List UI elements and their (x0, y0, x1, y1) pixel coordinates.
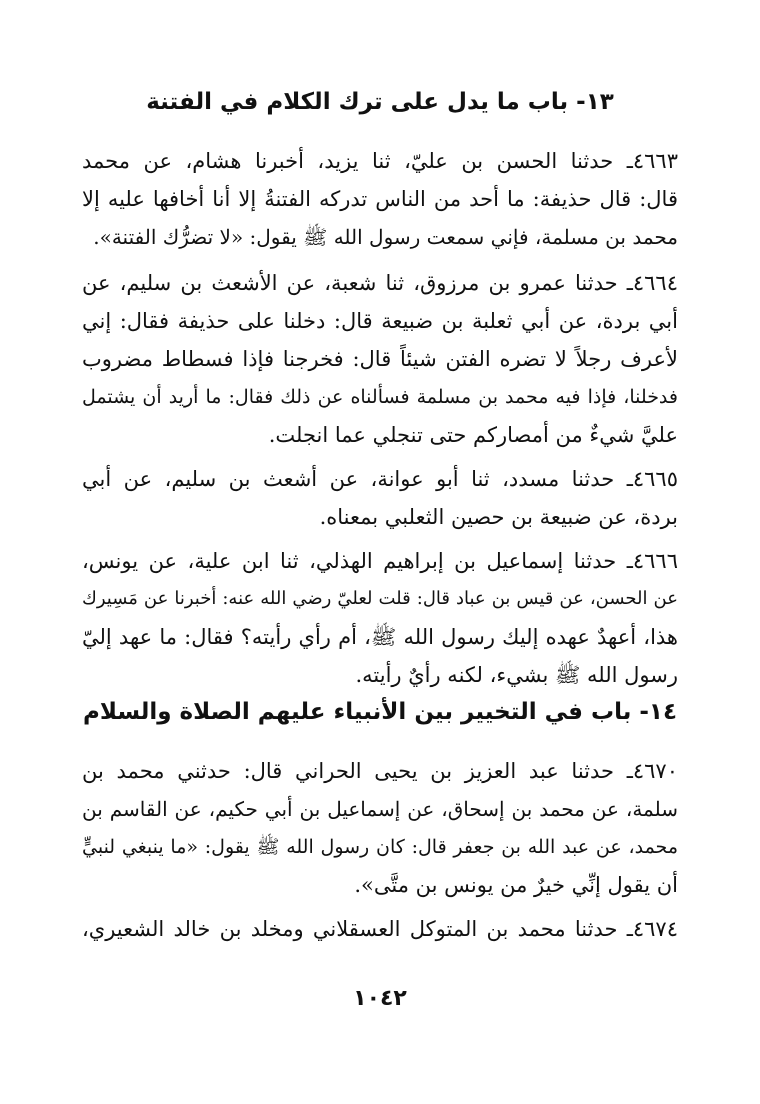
text-line: عليَّ شيءٌ من أمصاركم حتى تنجلي عما انجلت. (268, 423, 678, 447)
text-line: فدخلنا، فإذا فيه محمد بن مسلمة فسألناه عن ذلك فقال: ما أريد أن يشتمل (82, 386, 678, 408)
text-line: أن يقول إنِّي خيرٌ من يونس بن متَّى». (354, 873, 678, 897)
text-line: ٤٦٦٣ـ حدثنا الحسن بن عليّ، ثنا يزيد، أخبرنا هشام، عن محمد (82, 149, 678, 173)
text-line: ٤٦٦٤ـ حدثنا عمرو بن مرزوق، ثنا شعبة، عن الأشعث بن سليم، عن (82, 271, 678, 295)
chapter-heading-14: ١٤- باب في التخيير بين الأنبياء عليهم الصلاة والسلام (83, 699, 677, 725)
text-line: ٤٦٦٥ـ حدثنا مسدد، ثنا أبو عوانة، عن أشعث بن سليم، عن أبي (82, 467, 678, 491)
text-line: سلمة، عن محمد بن إسحاق، عن إسماعيل بن أبي حكيم، عن القاسم بن (82, 797, 678, 821)
text-line: محمد، عن عبد الله بن جعفر قال: كان رسول الله ﷺ يقول: «ما ينبغي لنبيٍّ (82, 836, 678, 858)
text-line: هذا، أعهدٌ عهده إليك رسول الله ﷺ، أم رأي رأيته؟ فقال: ما عهد إليّ (82, 625, 678, 649)
text-line: أبي بردة، عن أبي ثعلبة بن ضبيعة قال: دخلنا على حذيفة فقال: إني (82, 309, 678, 333)
text-line: ٤٦٧٠ـ حدثنا عبد العزيز بن يحيى الحراني قال: حدثني محمد بن (82, 759, 678, 783)
text-line: محمد بن مسلمة، فإني سمعت رسول الله ﷺ يقول: «لا تضرُّك الفتنة». (93, 225, 678, 249)
text-line: رسول الله ﷺ بشيء، لكنه رأيٌ رأيته. (355, 663, 678, 687)
page-number: ١٠٤٢ (353, 986, 407, 1011)
text-line: لأعرف رجلاً لا تضره الفتن شيئاً قال: فخرجنا فإذا فسطاط مضروب (82, 347, 678, 371)
chapter-heading-13: ١٣- باب ما يدل على ترك الكلام في الفتنة (146, 89, 614, 115)
text-line: بردة، عن ضبيعة بن حصين الثعلبي بمعناه. (319, 505, 678, 529)
text-line: ٤٦٦٦ـ حدثنا إسماعيل بن إبراهيم الهذلي، ثنا ابن علية، عن يونس، (82, 549, 678, 573)
text-line: قال: قال حذيفة: ما أحد من الناس تدركه الفتنةُ إلا أنا أخافها عليه إلا (82, 187, 678, 211)
text-line: ٤٦٧٤ـ حدثنا محمد بن المتوكل العسقلاني ومخلد بن خالد الشعيري، (82, 917, 678, 941)
text-line: عن الحسن، عن قيس بن عباد قال: قلت لعليّ رضي الله عنه: أخبرنا عن مَسِيرك (82, 588, 678, 609)
